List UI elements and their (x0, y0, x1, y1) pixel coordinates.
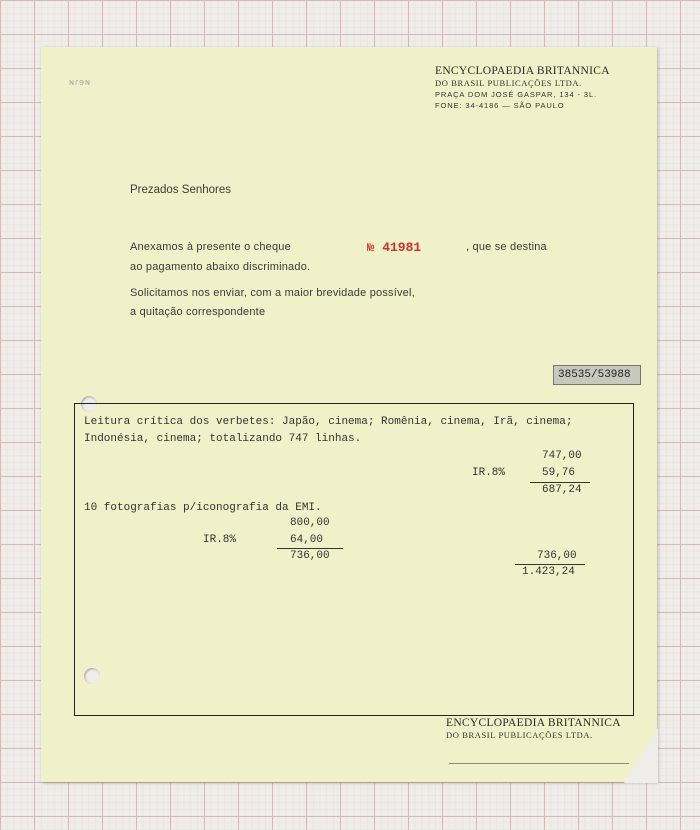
letterhead-name: ENCYCLOPAEDIA BRITANNICA (435, 65, 610, 77)
check-number (367, 240, 421, 255)
letterhead-phone-city: FONE: 34-4186 — SÃO PAULO (435, 101, 565, 110)
letterhead (435, 65, 635, 110)
grand-total: 1.423,24 (522, 566, 575, 578)
letter-line-4: a quitação correspondente (130, 306, 266, 318)
tax-label-2: IR.8% (203, 534, 237, 546)
letter-line-2: ao pagamento abaixo discriminado. (130, 261, 311, 273)
letterhead-address: PRAÇA DOM JOSÉ GASPAR, 134 - 3L. (435, 90, 598, 99)
letter-line-1a: Anexamos à presente o cheque (130, 241, 291, 253)
footer-company: DO BRASIL PUBLICAÇÕES LTDA. (446, 730, 593, 740)
folded-corner (624, 728, 658, 783)
check-number-value: 41981 (382, 240, 422, 255)
footer-name: ENCYCLOPAEDIA BRITANNICA (446, 717, 621, 729)
footer-letterhead (446, 717, 621, 740)
letter-line-1b: , que se destina (466, 241, 547, 253)
net-amount-1: 687,24 (542, 484, 582, 496)
reference-stamp: 38535/53988 (553, 365, 641, 385)
subtotal-rule-2 (277, 548, 343, 549)
letterhead-company: DO BRASIL PUBLICAÇÕES LTDA. (435, 78, 582, 88)
ink-smudge: ɴɾɘɴ (69, 77, 91, 87)
tax-amount-2: 64,00 (290, 534, 324, 546)
net-amount-2: 736,00 (290, 550, 330, 562)
letter-line-3: Solicitamos nos enviar, com a maior brevidade possível, (130, 287, 415, 299)
total-rule (515, 564, 585, 565)
number-sign: № (367, 241, 375, 255)
subtotal-rule-1 (530, 482, 590, 483)
tax-label-1: IR.8% (472, 467, 506, 479)
carry-amount: 736,00 (537, 550, 577, 562)
statement-box (74, 403, 634, 716)
statement-description-1: Leitura crítica dos verbetes: Japão, cinema; Romênia, cinema, Irã, cinema; (84, 416, 573, 428)
tax-amount-1: 59,76 (542, 467, 576, 479)
statement-description-3: 10 fotografias p/iconografia da EMI. (84, 502, 322, 514)
gross-amount-1: 747,00 (542, 450, 582, 462)
gross-amount-2: 800,00 (290, 517, 330, 529)
greeting: Prezados Senhores (130, 184, 232, 196)
letter-sheet (41, 47, 657, 782)
signature-line (449, 763, 629, 764)
statement-description-2: Indonésia, cinema; totalizando 747 linhas. (84, 433, 362, 445)
